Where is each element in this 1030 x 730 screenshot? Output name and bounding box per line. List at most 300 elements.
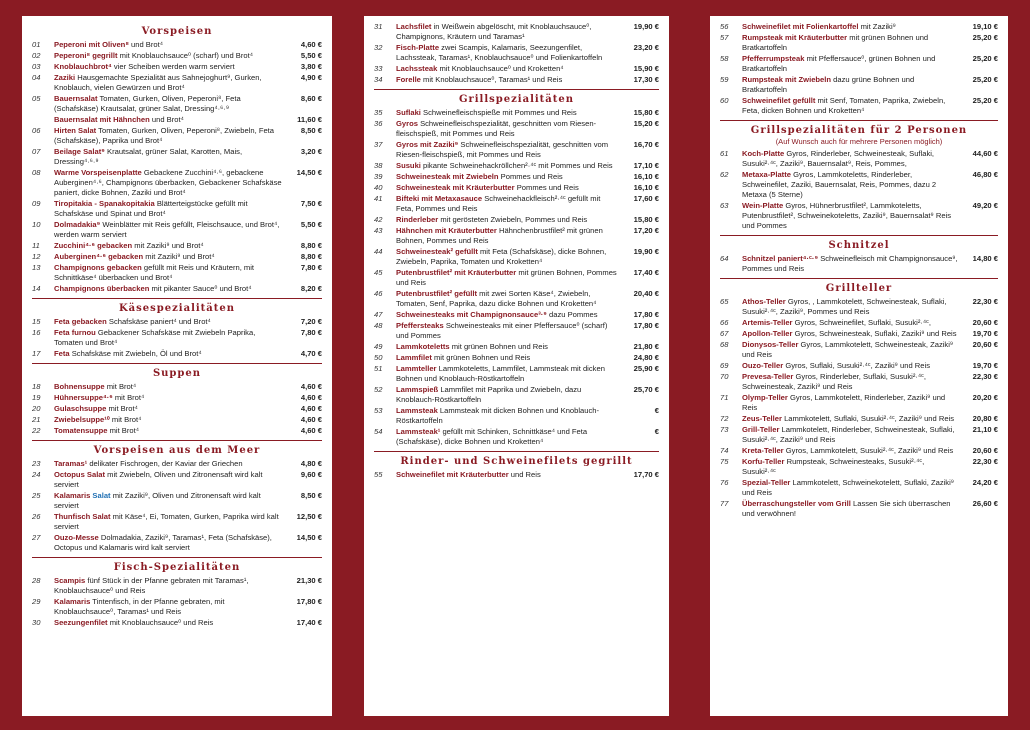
menu-item	[32, 94, 322, 114]
item-price: 8,60 €	[300, 94, 322, 103]
item-text	[54, 426, 282, 436]
item-price: 15,90 €	[633, 64, 659, 73]
item-name: Rumpsteak mit Zwiebeln	[742, 75, 832, 84]
menu-item	[720, 372, 998, 392]
menu-item	[32, 459, 322, 469]
section-subtitle: (Auf Wunsch auch für mehrere Personen möglich)	[775, 137, 943, 146]
menu-item	[374, 108, 659, 118]
item-price: 12,50 €	[296, 512, 322, 521]
item-name: Bohnensuppe	[54, 382, 105, 391]
item-number: 01	[32, 40, 41, 49]
item-description: Schafskäse paniert⁴ und Brot⁴	[106, 317, 211, 326]
menu-item	[32, 426, 322, 436]
item-price: 4,60 €	[300, 426, 322, 435]
item-text	[742, 499, 958, 519]
item-number: 61	[720, 149, 729, 158]
item-description: mit Zaziki⁹, Oliven und Zitronensaft wird kalt serviert	[54, 491, 261, 510]
item-description: Gyros, Schweinesteak, Suflaki, Zaziki⁹ und Reis	[792, 329, 957, 338]
item-name: Feta gebacken	[54, 317, 107, 326]
item-number: 05	[32, 94, 41, 103]
item-description: mit Käse⁴, Ei, Tomaten, Gurken, Paprika wird kalt serviert	[54, 512, 279, 531]
item-name: Fisch-Platte	[396, 43, 440, 52]
item-description: Schweinefleischspezialität, geschnitten vom Riesen-fleischspieß, mit Pommes und Reis	[396, 119, 597, 138]
item-number: 35	[374, 108, 383, 117]
item-name: Putenbrustfilet² gefüllt	[396, 289, 477, 298]
item-price: 17,80 €	[296, 597, 322, 606]
divider	[32, 363, 322, 364]
item-description: dazu grüne Bohnen und Bratkartoffeln	[742, 75, 915, 94]
section-title-filets: Rinder- und Schweinefilets gegrillt	[400, 456, 633, 467]
menu-item	[32, 73, 322, 93]
item-name: Metaxa-Platte	[742, 170, 791, 179]
item-text	[54, 533, 282, 553]
item-name: Champignons überbacken	[54, 284, 150, 293]
item-name: Ouzo-Teller	[742, 361, 784, 370]
menu-item	[32, 512, 322, 532]
item-text	[742, 372, 958, 392]
menu-item	[720, 254, 998, 274]
item-price: 17,40 €	[633, 268, 659, 277]
item-description: Gebackener Schafskäse mit Zwiebeln Paprika, Tomaten und Brot⁴	[54, 328, 256, 347]
item-text	[54, 328, 282, 348]
item-description: Weinblätter mit Reis gefüllt, Fleischsauce, und Brot⁴, werden warm serviert	[54, 220, 280, 239]
item-text	[54, 470, 282, 490]
item-price: 3,20 €	[300, 147, 322, 156]
item-price: 4,60 €	[300, 382, 322, 391]
item-text	[54, 263, 282, 283]
item-price: 7,50 €	[300, 199, 322, 208]
item-name: Forelle	[396, 75, 421, 84]
item-text	[742, 33, 958, 53]
item-name: Putenbrustfilet² mit Kräuterbutter	[396, 268, 517, 277]
item-name: Korfu-Teller	[742, 457, 785, 466]
item-name: Zeus-Teller	[742, 414, 782, 423]
item-number: 03	[32, 62, 41, 71]
item-description: Schweinefleisch mit Champignonsauce⁹, Pommes und Reis	[742, 254, 958, 273]
item-number: 74	[720, 446, 729, 455]
menu-item	[374, 289, 659, 309]
item-description: zwei Scampis, Kalamaris, Seezungenfilet, Lachssteak, Taramas¹, Knoblauchsauce⁰ und Folienkartoffeln	[396, 43, 603, 62]
item-price: 25,20 €	[972, 75, 998, 84]
item-name: Schweinesteak² gefüllt	[396, 247, 478, 256]
item-text	[742, 361, 958, 371]
item-name: Lammteller	[396, 364, 437, 373]
item-number: 19	[32, 393, 41, 402]
section-title-kaese: Käsespezialitäten	[118, 303, 236, 314]
menu-item	[720, 499, 998, 519]
item-price: 19,90 €	[633, 22, 659, 31]
item-description: und Brot⁴	[128, 40, 163, 49]
item-description: Gyros, Lammkotelett, Susuki²·⁴ᶜ, Zaziki⁹ und Reis	[783, 446, 954, 455]
item-name: Bifteki mit Metaxasauce	[396, 194, 483, 203]
item-number: 07	[32, 147, 41, 156]
item-price: 25,20 €	[972, 96, 998, 105]
item-price: 19,70 €	[972, 361, 998, 370]
item-name: Rumpsteak mit Kräuterbutter	[742, 33, 848, 42]
item-text	[396, 321, 619, 341]
item-text	[54, 618, 282, 628]
item-price: 20,60 €	[972, 318, 998, 327]
item-number: 47	[374, 310, 383, 319]
item-number: 38	[374, 161, 383, 170]
item-name: Gyros mit Zaziki⁹	[396, 140, 459, 149]
item-description: mit Brot⁴	[104, 382, 137, 391]
menu-item	[32, 62, 322, 72]
item-price: 17,60 €	[633, 194, 659, 203]
item-name: Auberginen⁴·⁶ gebacken	[54, 252, 144, 261]
item-price: 22,30 €	[972, 297, 998, 306]
item-text	[54, 349, 282, 359]
item-text	[54, 94, 282, 114]
section-list	[720, 297, 998, 519]
item-text	[396, 268, 619, 288]
item-number: 66	[720, 318, 729, 327]
section-title-grill: Grillspezialitäten	[458, 94, 575, 105]
item-description: Schweinefleischspezialität, geschnitten vom Riesen-fleischspieß, mit Pommes und Reis	[396, 140, 609, 159]
section-title-vorspeisen: Vorspeisen	[141, 26, 213, 37]
menu-item	[374, 321, 659, 341]
item-price: 24,20 €	[972, 478, 998, 487]
item-text	[396, 75, 619, 85]
menu-item	[720, 54, 998, 74]
item-description: und Brot⁴	[149, 115, 184, 124]
item-name: Warme Vorspeisenplatte	[54, 168, 142, 177]
menu-item	[374, 119, 659, 139]
item-description: mit Knoblauchsauce⁰ und Reis	[107, 618, 214, 627]
item-price: 5,50 €	[300, 51, 322, 60]
item-description: fünf Stück in der Pfanne gebraten mit Taramas¹, Knoblauchsauce⁰ und Reis	[54, 576, 249, 595]
item-number: 33	[374, 64, 383, 73]
menu-item	[720, 446, 998, 456]
item-price: 14,80 €	[972, 254, 998, 263]
menu-item	[374, 427, 659, 447]
item-number: 36	[374, 119, 383, 128]
item-description: delikater Fischrogen, der Kaviar der Griechen	[87, 459, 243, 468]
item-price: 21,10 €	[972, 425, 998, 434]
item-name: Zaziki	[54, 73, 76, 82]
item-text	[54, 73, 282, 93]
item-price: 8,80 €	[300, 252, 322, 261]
item-text	[54, 284, 282, 294]
item-description: Gyros, Lammkotelett, Schweinesteak, Zaziki⁹ und Reis	[742, 340, 954, 359]
item-number: 15	[32, 317, 41, 326]
item-number: 67	[720, 329, 729, 338]
item-description: mit gerösteten Zwiebeln, Pommes und Reis	[438, 215, 588, 224]
item-number	[32, 115, 54, 125]
item-number: 53	[374, 406, 383, 415]
item-name: Schweinefilet gefüllt	[742, 96, 816, 105]
item-description: Hähnchenbrustfilet² mit grünen Bohnen, Pommes und Reis	[396, 226, 603, 245]
item-price: 49,20 €	[972, 201, 998, 210]
section-list	[720, 254, 998, 274]
section-list	[32, 576, 322, 628]
menu-item	[374, 268, 659, 288]
item-name: Zucchini⁴·⁶ gebacken	[54, 241, 133, 250]
item-price: 4,60 €	[300, 393, 322, 402]
item-highlight: Salat	[90, 491, 111, 500]
item-number: 46	[374, 289, 383, 298]
item-price: 21,80 €	[633, 342, 659, 351]
item-name: Lachsfilet	[396, 22, 432, 31]
item-description: Tomaten, Gurken, Oliven, Peperoni⁸, Feta (Schafskäse) Krautsalat, grüner Salat, Dressing⁴·⁶·⁹	[54, 94, 241, 113]
item-description: vier Scheiben werden warm serviert	[111, 62, 235, 71]
item-description: mit zwei Sorten Käse⁴, Zwiebeln, Tomaten, Senf, Paprika, dazu dicke Bohnen und Kroketten⁴	[396, 289, 597, 308]
item-text	[396, 172, 619, 182]
item-number: 09	[32, 199, 41, 208]
item-text	[742, 318, 958, 328]
menu-item	[32, 597, 322, 617]
item-number: 62	[720, 170, 729, 179]
item-description: Blätterteigstücke gefüllt mit Schafskäse und Spinat und Brot⁴	[54, 199, 248, 218]
item-description: Gyros, Schweinefilet, Suflaki, Susuki²·⁴ᶜ,	[792, 318, 931, 327]
item-number: 59	[720, 75, 729, 84]
item-number: 20	[32, 404, 41, 413]
item-number: 28	[32, 576, 41, 585]
item-text	[54, 597, 282, 617]
item-price: 15,20 €	[633, 119, 659, 128]
item-price: 20,80 €	[972, 414, 998, 423]
item-number: 14	[32, 284, 41, 293]
item-price: 9,60 €	[300, 470, 322, 479]
menu-item	[720, 329, 998, 339]
item-description: Hausgemachte Spezialität aus Sahnejoghurt⁹, Gurken, Knoblauch, vielen Gewürzen und Brot⁴	[54, 73, 262, 92]
item-number: 45	[374, 268, 383, 277]
item-text	[396, 43, 619, 63]
item-text	[54, 115, 282, 125]
menu-item	[720, 170, 998, 200]
item-text	[396, 247, 619, 267]
item-price: 8,20 €	[300, 284, 322, 293]
item-text	[396, 183, 619, 193]
section-title-suppen: Suppen	[152, 368, 202, 379]
item-name: Seezungenfilet	[54, 618, 108, 627]
item-name: Scampis	[54, 576, 86, 585]
item-number: 04	[32, 73, 41, 82]
menu-item	[720, 96, 998, 116]
menu-item	[720, 33, 998, 53]
item-price: 4,80 €	[300, 459, 322, 468]
item-name: Pfefferrumpsteak	[742, 54, 805, 63]
item-number: 10	[32, 220, 41, 229]
item-number: 23	[32, 459, 41, 468]
divider	[720, 120, 998, 121]
item-number: 63	[720, 201, 729, 210]
item-name: Olymp-Teller	[742, 393, 788, 402]
menu-item	[32, 199, 322, 219]
item-description: mit Zaziki⁹ und Brot⁴	[143, 252, 215, 261]
item-text	[54, 317, 282, 327]
item-number: 29	[32, 597, 41, 606]
item-price: €	[654, 406, 659, 415]
divider	[32, 298, 322, 299]
menu-item	[720, 457, 998, 477]
menu-item	[374, 64, 659, 74]
divider	[32, 557, 322, 558]
item-description: dazu Pommes	[546, 310, 598, 319]
item-text	[742, 478, 958, 498]
item-name: Kalamaris	[54, 597, 91, 606]
divider	[720, 235, 998, 236]
item-price: 16,10 €	[633, 183, 659, 192]
item-name: Hähnchen mit Kräuterbutter	[396, 226, 497, 235]
item-name: Ouzo-Messe	[54, 533, 99, 542]
section-list	[720, 149, 998, 231]
menu-item	[32, 115, 322, 125]
section-title-2-personen: Grillspezialitäten für 2 Personen	[750, 125, 968, 136]
item-description: in Weißwein abgelöscht, mit Knoblauchsauce⁰, Champignons, Kräutern und Taramas¹	[396, 22, 592, 41]
item-price: 14,50 €	[296, 168, 322, 177]
menu-item	[32, 252, 322, 262]
item-number: 50	[374, 353, 383, 362]
item-name: Rinderleber	[396, 215, 439, 224]
item-number: 65	[720, 297, 729, 306]
item-text	[396, 289, 619, 309]
item-description: Gyros, Hühnerbrustfilet², Lammkoteletts, Putenbrustfilet², Schweinekoteletts, Zaziki⁹, Bauernsalat⁹ Reis und Pommes	[742, 201, 952, 230]
item-number: 73	[720, 425, 729, 434]
item-price: 25,90 €	[633, 364, 659, 373]
item-description: mit Brot⁴	[112, 393, 145, 402]
item-name: Überraschungsteller vom Grill	[742, 499, 851, 508]
item-name: Schweinefilet mit Folienkartoffel	[742, 22, 859, 31]
section-list	[720, 22, 998, 116]
item-price: 17,30 €	[633, 75, 659, 84]
item-number: 55	[374, 470, 383, 479]
item-description: mit Zwiebeln, Oliven und Zitronensaft wird kalt serviert	[54, 470, 263, 489]
menu-item	[374, 215, 659, 225]
item-price: 19,90 €	[633, 247, 659, 256]
item-name: Pfeffersteaks	[396, 321, 444, 330]
item-number: 60	[720, 96, 729, 105]
item-name: Lammsteak¹	[396, 427, 441, 436]
item-description: mit Knoblauchsauce⁰ und Kroketten⁴	[437, 64, 564, 73]
item-number: 24	[32, 470, 41, 479]
section-list	[374, 108, 659, 447]
menu-item	[374, 342, 659, 352]
item-text	[54, 252, 282, 262]
item-description: Gyros, Lammkoteletts, Rinderleber, Schweinefilet, Zaziki, Bauernsalat, Reis, Pommes, dazu 2 Metaxa (5 Sterne)	[742, 170, 937, 199]
item-price: 14,50 €	[296, 533, 322, 542]
menu-item	[374, 364, 659, 384]
item-name: Thunfisch Salat	[54, 512, 111, 521]
item-text	[396, 22, 619, 42]
item-number: 39	[374, 172, 383, 181]
menu-item	[32, 470, 322, 490]
item-number: 56	[720, 22, 729, 31]
item-name: Peperoni⁸ gegrillt	[54, 51, 118, 60]
section-title-meer: Vorspeisen aus dem Meer	[93, 445, 261, 456]
item-name: Dolmadakia⁹	[54, 220, 101, 229]
item-text	[54, 220, 282, 240]
item-number: 31	[374, 22, 383, 31]
section-list	[32, 459, 322, 553]
menu-item	[374, 183, 659, 193]
item-name: Grill-Teller	[742, 425, 780, 434]
item-price: 46,80 €	[972, 170, 998, 179]
item-text	[54, 576, 282, 596]
item-description: Tintenfisch, in der Pfanne gebraten, mit Knoblauchsauce⁰, Taramas¹ und Reis	[54, 597, 225, 616]
item-price: 20,40 €	[633, 289, 659, 298]
item-price: 25,20 €	[972, 54, 998, 63]
item-description: Gyros, Lammkotelett, Rinderleber, Zaziki⁹ und Reis	[742, 393, 946, 412]
item-description: Rumpsteak, Schweinesteaks, Susuki²·⁴ᶜ, Susuki²·⁴ᶜ	[742, 457, 925, 476]
item-text	[54, 491, 282, 511]
menu-item	[32, 393, 322, 403]
item-number: 34	[374, 75, 383, 84]
item-price: 22,30 €	[972, 372, 998, 381]
item-text	[54, 51, 282, 61]
item-description: mit Feta (Schafskäse), dicke Bohnen, Zwiebeln, Paprika, Tomaten und Kroketten⁴	[396, 247, 607, 266]
item-name: Hirten Salat	[54, 126, 97, 135]
item-name: Zwiebelsuppe¹⁰	[54, 415, 110, 424]
menu-item	[720, 22, 998, 32]
menu-item	[374, 226, 659, 246]
item-price: 17,80 €	[633, 310, 659, 319]
item-price: 17,70 €	[633, 470, 659, 479]
item-description: Lammkotelett, Suflaki, Susuki²·⁴ᶜ, Zaziki⁹ und Reis	[781, 414, 955, 423]
item-number: 51	[374, 364, 383, 373]
item-name: Lammspieß	[396, 385, 439, 394]
item-price: 44,60 €	[972, 149, 998, 158]
item-number: 12	[32, 252, 41, 261]
menu-item	[32, 241, 322, 251]
item-text	[742, 425, 958, 445]
item-price: 4,70 €	[300, 349, 322, 358]
item-number: 16	[32, 328, 41, 337]
item-description: gefüllt mit Reis und Kräutern, mit Schnittkäse⁴ überbacken und Brot⁴	[54, 263, 255, 282]
item-number: 72	[720, 414, 729, 423]
item-price: 19,70 €	[972, 329, 998, 338]
item-name: Taramas¹	[54, 459, 88, 468]
item-price: 4,60 €	[300, 404, 322, 413]
menu-item	[32, 284, 322, 294]
item-price: 23,20 €	[633, 43, 659, 52]
item-price: 8,80 €	[300, 241, 322, 250]
item-name: Susuki	[396, 161, 421, 170]
menu-item	[720, 393, 998, 413]
item-name: Suflaki	[396, 108, 421, 117]
menu-item	[720, 425, 998, 445]
item-price: 16,10 €	[633, 172, 659, 181]
item-number: 13	[32, 263, 41, 272]
item-description: Schweinehackfleisch²·⁴ᶜ gefüllt mit Feta, Pommes und Reis	[396, 194, 601, 213]
item-name: Koch-Platte	[742, 149, 785, 158]
item-number: 32	[374, 43, 383, 52]
item-name: Bauernsalat mit Hähnchen	[54, 115, 150, 124]
item-price: 25,20 €	[972, 33, 998, 42]
item-name: Prevesa-Teller	[742, 372, 794, 381]
item-number: 26	[32, 512, 41, 521]
item-price: 20,60 €	[972, 446, 998, 455]
item-text	[54, 168, 282, 198]
item-name: Kalamaris	[54, 491, 91, 500]
item-text	[54, 126, 282, 146]
item-text	[396, 108, 619, 118]
item-price: 3,80 €	[300, 62, 322, 71]
item-description: mit Knoblauchsauce⁰, Taramas¹ und Reis	[420, 75, 563, 84]
item-text	[742, 340, 958, 360]
item-price: 19,10 €	[972, 22, 998, 31]
item-text	[742, 329, 958, 339]
menu-item	[720, 318, 998, 328]
item-price: 4,60 €	[300, 40, 322, 49]
item-text	[54, 241, 282, 251]
menu-panel-right	[710, 16, 1008, 716]
item-price: 17,20 €	[633, 226, 659, 235]
section-list	[374, 22, 659, 85]
item-description: mit Zaziki⁹ und Brot⁴	[132, 241, 204, 250]
item-price: 7,80 €	[300, 263, 322, 272]
item-price: 5,50 €	[300, 220, 322, 229]
